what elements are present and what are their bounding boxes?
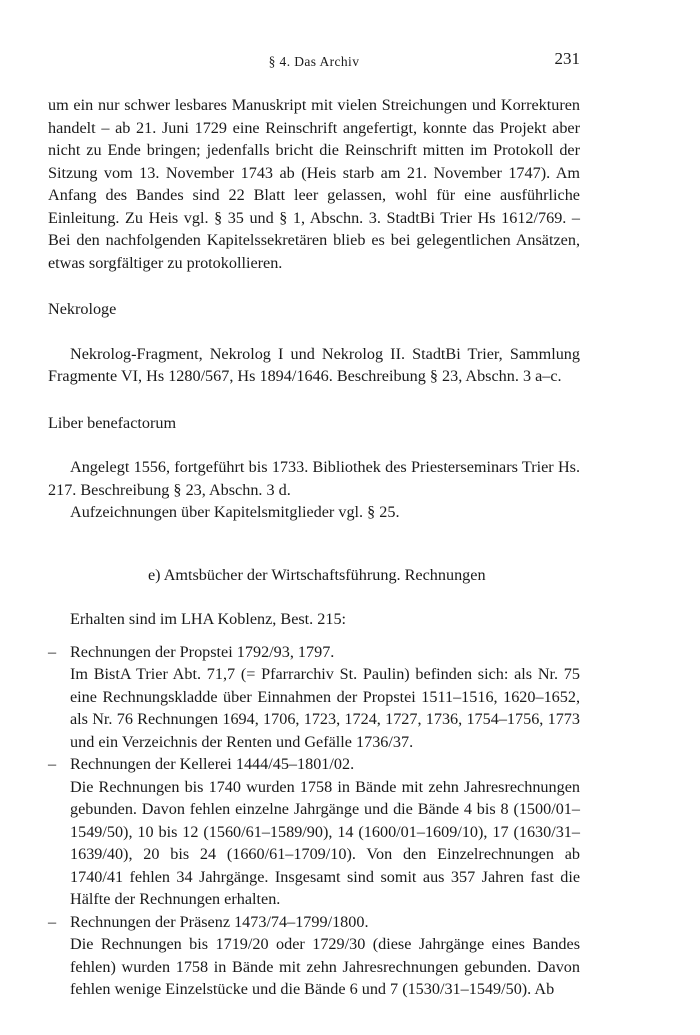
rechnungen-list	[48, 641, 580, 1001]
liber-label: Liber benefactorum	[48, 413, 177, 432]
list-item	[48, 911, 580, 1001]
list-item-title: Rechnungen der Präsenz 1473/74–1799/1800.	[70, 912, 369, 931]
running-header	[48, 48, 580, 72]
list-item-text: Die Rechnungen bis 1719/20 oder 1729/30 (diese Jahrgänge eines Bandes fehlen) wurden 1758 in Bände mit zehn Jahresrechnungen gebunden. Davon fehlen wenige Einzelstücke und die Bände 6 und 7 (1530/31–1549/50). Ab	[70, 935, 580, 998]
list-item-text: Im BistA Trier Abt. 71,7 (= Pfarrarchiv St. Paulin) befinden sich: als Nr. 75 eine Rechnungskladde über Einnahmen der Propstei 1511–1516, 1620–1652, als Nr. 76 Rechnungen 1694, 1706, 1723, 1724, 1727, 1736, 1754–1756, 1773 und ein Verzeichnis der Renten und Gefälle 1736/37.	[70, 665, 580, 751]
section-e-heading: e) Amtsbücher der Wirtschaftsführung. Rechnungen	[148, 565, 486, 584]
section-e-intro: Erhalten sind im LHA Koblenz, Best. 215:	[70, 610, 347, 628]
liber-text: Angelegt 1556, fortgeführt bis 1733. Bibliothek des Priesterseminars Trier Hs. 217. Beschreibung § 23, Abschn. 3 d.	[48, 458, 580, 499]
nekrologe-text: Nekrolog-Fragment, Nekrolog I und Nekrolog II. StadtBi Trier, Sammlung Fragmente VI, Hs 1280/567, Hs 1894/1646. Beschreibung § 23, Abschn. 3 a–c.	[48, 344, 580, 385]
body-text	[48, 94, 580, 1001]
list-dash: –	[48, 755, 57, 773]
list-item-title: Rechnungen der Propstei 1792/93, 1797.	[70, 642, 335, 661]
liber-note: Aufzeichnungen über Kapitelsmitglieder vgl. § 25.	[70, 503, 400, 521]
list-dash: –	[48, 642, 57, 661]
list-item-text: Die Rechnungen bis 1740 wurden 1758 in Bände mit zehn Jahresrechnungen gebunden. Davon fehlen einzelne Jahrgänge und die Bände 4 bis 8 (1500/01–1549/50), 10 bis 12 (1560/61–1589/90), 14 (1600/01–1609/10), 17 (1630/31–1639/40), 20 bis 24 (1660/61–1709/10). Von den Einzelrechnungen ab 1740/41 fehlen 34 Jahrgänge. Insgesamt sind somit aus 357 Jahren fast die Hälfte der Rechnungen erhalten.	[70, 777, 580, 908]
list-dash: –	[48, 912, 57, 931]
page-number: 231	[554, 49, 580, 68]
list-item	[48, 753, 580, 911]
list-item-title: Rechnungen der Kellerei 1444/45–1801/02.	[70, 755, 355, 773]
intro-paragraph: um ein nur schwer lesbares Manuskript mit vielen Streichungen und Korrekturen handelt – ab 21. Juni 1729 eine Reinschrift angefertigt, konnte das Projekt aber nicht zu Ende bringen; jedenfalls bricht die Reinschrift mitten im Protokoll der Sitzung vom 13. November 1743 ab (Heis starb am 21. November 1747). Am Anfang des Bandes sind 22 Blatt leer gelassen, wohl für eine ausführliche Einleitung. Zu Heis vgl. § 35 und § 1, Abschn. 3. StadtBi Trier Hs 1612/769. – Bei den nachfolgenden Kapitelssekretären blieb es bei gelegentlichen Ansätzen, etwas sorgfältiger zu protokollieren.	[48, 96, 580, 272]
nekrologe-label: Nekrologe	[48, 300, 117, 318]
list-item	[48, 641, 580, 754]
running-title: § 4. Das Archiv	[268, 54, 360, 69]
